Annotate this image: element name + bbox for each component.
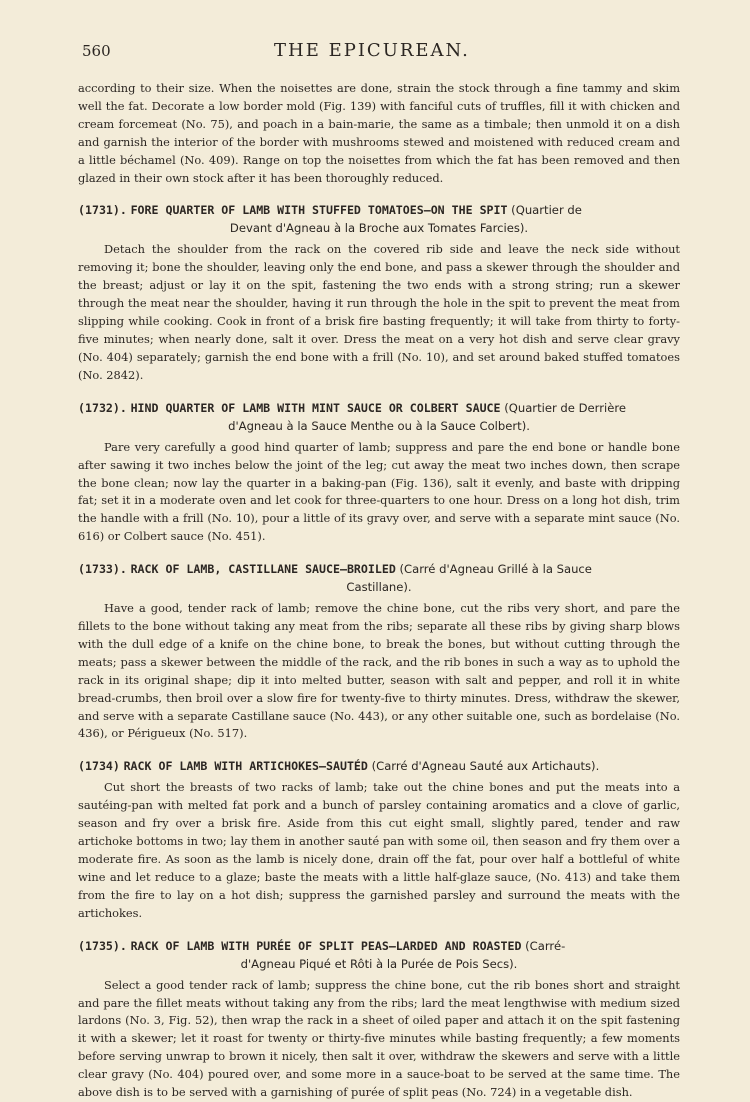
recipe-section-1731 bbox=[78, 201, 680, 384]
recipe-title: RACK OF LAMB WITH PURÉE OF SPLIT PEAS—LARDED AND ROASTED bbox=[130, 938, 522, 953]
recipe-section-1735 bbox=[78, 937, 680, 1102]
recipe-heading bbox=[78, 937, 680, 973]
recipe-french-title-a: (Carré d'Agneau Sauté aux Artichauts). bbox=[371, 759, 600, 774]
recipe-body: Cut short the breasts of two racks of lamb; take out the chine bones and put the meats into a sautéing-pan with melted fat pork and a bunch of parsley containing aromatics and a clove of garlic, season and fry over a brisk fire. Aside from this cut eight small, slightly pared, tender and raw artichoke bottoms in two; lay them in another sauté pan with some oil, then season and fry them over a moderate fire. As soon as the lamb is nicely done, drain off the fat, pour over half a bottleful of white wine and let reduce to a glaze; baste the meats with a little half-glaze sauce, (No. 413) and take them from the fire to lay on a hot dish; suppress the garnished parsley and surround the meats with the artichokes. bbox=[78, 780, 680, 920]
recipe-title: FORE QUARTER OF LAMB WITH STUFFED TOMATOES—ON THE SPIT bbox=[130, 203, 508, 218]
recipe-french-title-a: (Quartier de bbox=[511, 203, 582, 218]
recipe-title: HIND QUARTER OF LAMB WITH MINT SAUCE OR COLBERT SAUCE bbox=[130, 400, 501, 415]
recipe-number: (1734) bbox=[78, 759, 120, 774]
recipe-french-title-b: d'Agneau à la Sauce Menthe ou à la Sauce Colbert). bbox=[228, 418, 530, 433]
recipe-title: RACK OF LAMB, CASTILLANE SAUCE—BROILED bbox=[130, 562, 396, 577]
running-title: THE EPICUREAN. bbox=[274, 40, 470, 61]
recipe-section-1733 bbox=[78, 560, 680, 743]
recipe-french-title-a: (Quartier de Derrière bbox=[504, 400, 626, 415]
recipe-french-title-b: Castillane). bbox=[346, 580, 412, 595]
recipe-body: Select a good tender rack of lamb; suppress the chine bone, cut the rib bones short and straight and pare the fillet meats without taking any from the ribs; lard the meat lengthwise with medium sized lardons (No. 3, Fig. 52), then wrap the rack in a sheet of oiled paper and attach it on the spit fastening it with a skewer; let it roast for twenty or thirty-five minutes while basting frequently; a few moments before serving unwrap to brown it nicely, then salt it over, withdraw the skewers and serve with a little clear gravy (No. 404) poured over, and some more in a sauce-boat to be served at the same time. The above dish is to be served with a garnishing of purée of split peas (No. 724) in a vegetable dish. bbox=[78, 977, 680, 1100]
recipe-number: (1732). bbox=[78, 400, 127, 415]
page-header bbox=[78, 40, 680, 80]
recipe-number: (1733). bbox=[78, 562, 127, 577]
recipe-number: (1731). bbox=[78, 203, 127, 218]
recipe-heading bbox=[78, 201, 680, 237]
recipe-french-title-b: Devant d'Agneau à la Broche aux Tomates Farcies). bbox=[229, 221, 529, 236]
recipe-french-title-a: (Carré- bbox=[525, 938, 566, 953]
recipe-body: Detach the shoulder from the rack on the covered rib side and leave the neck side without removing it; bone the shoulder, leaving only the end bone, and pass a skewer through the shoulder and the breast; adjust or lay it on the spit, fastening the two ends with a strong string; run a skewer through the meat near the shoulder, having it run through the hole in the spit to prevent the meat from slipping while cooking. Cook in front of a brisk fire basting frequently; it will take from thirty to forty-five minutes; when nearly done, salt it over. Dress the meat on a very hot dish and serve clear gravy (No. 404) separately; garnish the end bone with a frill (No. 10), and set around baked stuffed tomatoes (No. 2842). bbox=[78, 242, 680, 382]
recipe-heading bbox=[78, 399, 680, 435]
recipe-section-1734 bbox=[78, 757, 680, 922]
recipe-number: (1735). bbox=[78, 938, 127, 953]
recipe-heading bbox=[78, 757, 680, 775]
recipe-french-title-a: (Carré d'Agneau Grillé à la Sauce bbox=[399, 562, 592, 577]
intro-paragraph: according to their size. When the noisettes are done, strain the stock through a fine tammy and skim well the fat. Decorate a low border mold (Fig. 139) with fanciful cuts of truffles, fill it with chicken and cream forcemeat (No. 75), and poach in a bain-marie, the same as a timbale; then unmold it on a dish and garnish the interior of the border with mushrooms stewed and moistened with reduced cream and a little béchamel (No. 409). Range on top the noisettes from which the fat has been removed and then glazed in their own stock after it has been thoroughly reduced. bbox=[78, 81, 680, 185]
page-number: 560 bbox=[82, 42, 111, 60]
recipe-body: Pare very carefully a good hind quarter of lamb; suppress and pare the end bone or handle bone after sawing it two inches below the joint of the leg; cut away the meat two inches down, then scrape the bone clean; now lay the quarter in a baking-pan (Fig. 136), salt it evenly, and baste with dripping fat; set it in a moderate oven and let cook for three-quarters to one hour. Dress on a long hot dish, trim the handle with a frill (No. 10), pour a little of its gravy over, and serve with a separate mint sauce (No. 616) or Colbert sauce (No. 451). bbox=[78, 439, 680, 544]
recipe-heading bbox=[78, 560, 680, 596]
recipe-section-1732 bbox=[78, 399, 680, 546]
recipe-body: Have a good, tender rack of lamb; remove the chine bone, cut the ribs very short, and pare the fillets to the bone without taking any meat from the ribs; separate all these ribs by giving sharp blows with the dull edge of a knife on the chine bone, to break the bones, but without cutting through the meats; pass a skewer between the middle of the rack, and the rib bones in such a way as to uphold the rack in its original shape; dip it into melted butter, season with salt and pepper, and roll it in white bread-crumbs, then broil over a slow fire for twenty-five to thirty minutes. Dress, withdraw the skewer, and serve with a separate Castillane sauce (No. 443), or any other suitable one, such as bordelaise (No. 436), or Périgueux (No. 517). bbox=[78, 601, 680, 741]
recipe-french-title-b: d'Agneau Piqué et Rôti à la Purée de Pois Secs). bbox=[240, 956, 518, 971]
recipe-title: RACK OF LAMB WITH ARTICHOKES—SAUTÉD bbox=[123, 759, 368, 774]
